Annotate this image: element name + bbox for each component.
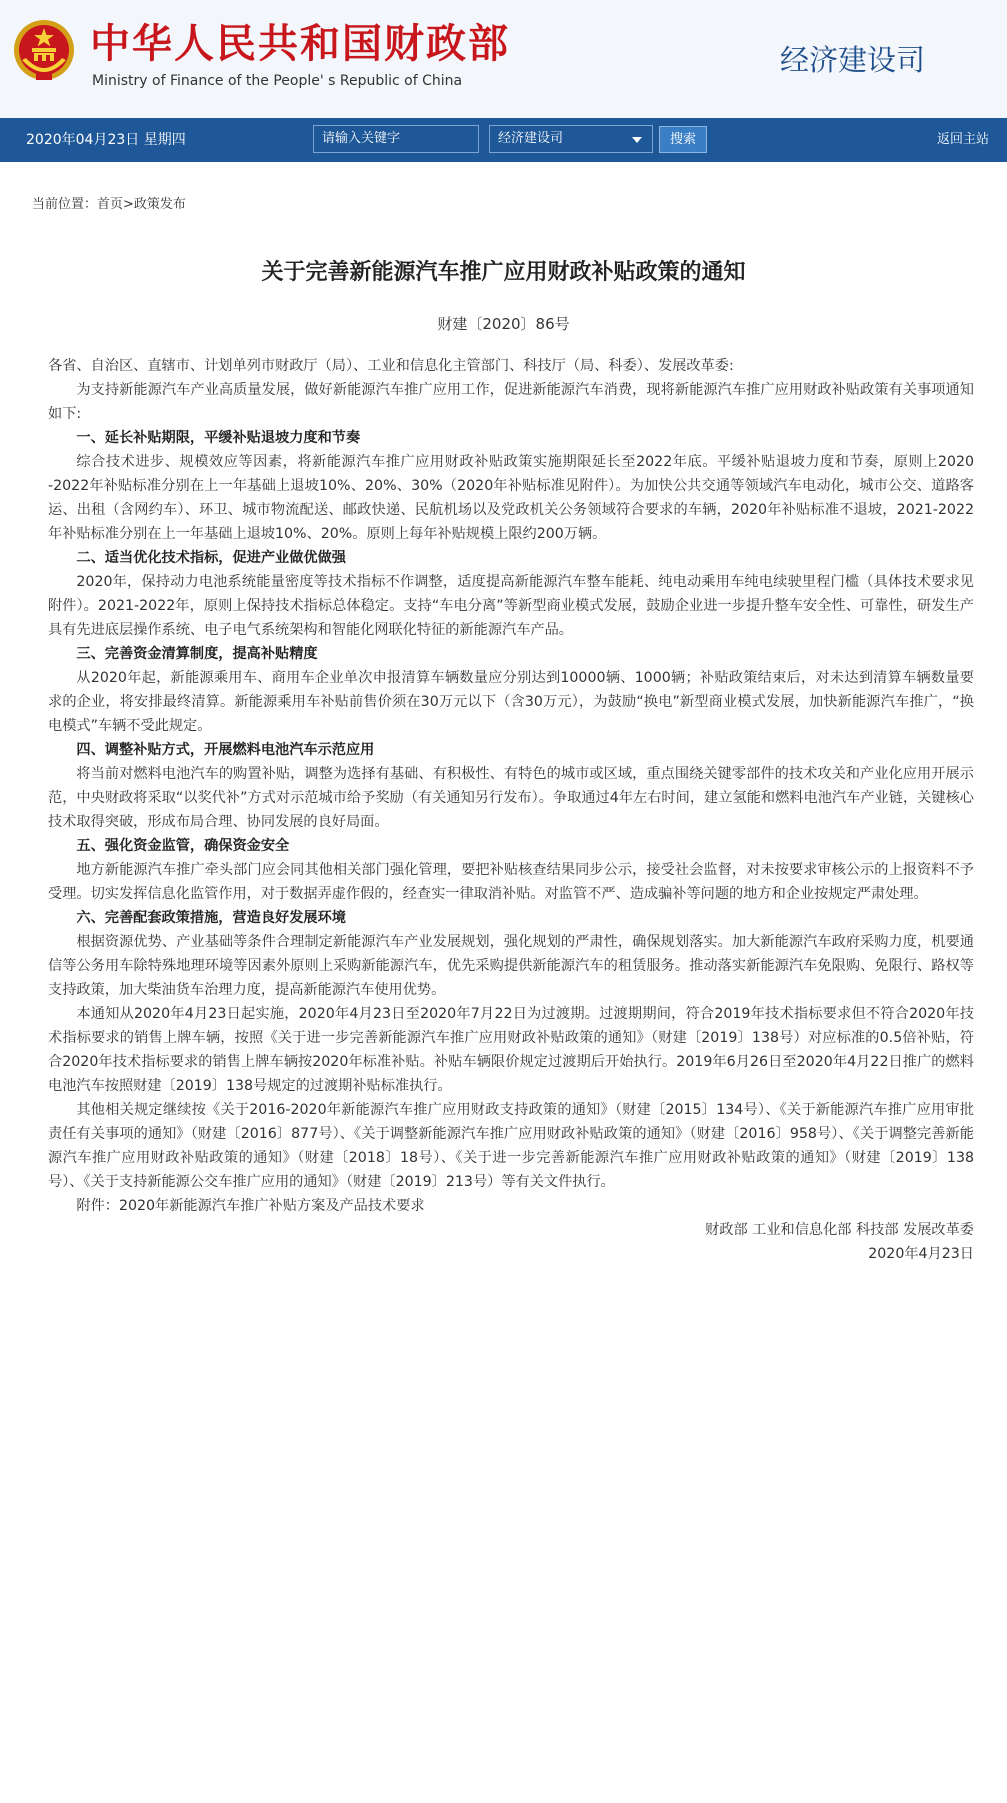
section-body: 综合技术进步、规模效应等因素，将新能源汽车推广应用财政补贴政策实施期限延长至2022年底。平缓补贴退坡力度和节奏，原则上2020 -2022年补贴标准分别在上一年基础上退坡10%、20%、30%（2020年补贴标准见附件）。为加快公共交通等领域汽车电动化，城市公交、道路客运、出租（含网约车）、环卫、城市物流配送、邮政快递、民航机场以及党政机关公务领域符合要求的车辆，2020年补贴标准不退坡，2021-2022年补贴标准分别在上一年基础上退坡10%、20%。原则上每年补贴规模上限约200万辆。	[48, 454, 974, 542]
department-name: 经济建设司	[780, 43, 926, 77]
breadcrumb: 当前位置：首页>政策发布	[32, 197, 186, 212]
document-number: 财建〔2020〕86号	[437, 315, 570, 333]
section-heading: 五、强化资金监管，确保资金安全	[76, 838, 290, 854]
search-button[interactable]: 搜索	[659, 126, 707, 153]
section-heading: 二、适当优化技术指标，促进产业做优做强	[76, 550, 346, 566]
section-body: 将当前对燃料电池汽车的购置补贴，调整为选择有基础、有积极性、有特色的城市或区域，重点围绕关键零部件的技术攻关和产业化应用开展示范，中央财政将采取“以奖代补”方式对示范城市给予奖励（有关通知另行发布）。争取通过4年左右时间，建立氢能和燃料电池汽车产业链，关键核心技术取得突破，形成布局合理、协同发展的良好局面。	[48, 766, 974, 830]
department-select[interactable]	[489, 125, 653, 153]
issue-date: 2020年4月23日	[868, 1246, 974, 1262]
site-title-english: Ministry of Finance of the People' s Republic of China	[92, 73, 463, 89]
chevron-down-icon	[632, 137, 642, 143]
section-body: 2020年，保持动力电池系统能量密度等技术指标不作调整，适度提高新能源汽车整车能耗、纯电动乘用车纯电续驶里程门槛（具体技术要求见附件）。2021-2022年，原则上保持技术指标总体稳定。支持“车电分离”等新型商业模式发展，鼓励企业进一步提升整车安全性、可靠性，研发生产具有先进底层操作系统、电子电气系统架构和智能化网联化特征的新能源汽车产品。	[48, 574, 974, 638]
site-title: 中华人民共和国财政部	[90, 21, 510, 67]
site-header	[0, 0, 1007, 118]
attachment-note: 附件：2020年新能源汽车推广补贴方案及产品技术要求	[76, 1198, 425, 1214]
section-heading: 四、调整补贴方式，开展燃料电池汽车示范应用	[76, 742, 375, 758]
transition-paragraph: 本通知从2020年4月23日起实施，2020年4月23日至2020年7月22日为过渡期。过渡期期间，符合2019年技术指标要求但不符合2020年技术指标要求的销售上牌车辆，按照《关于进一步完善新能源汽车推广应用财政补贴政策的通知》（财建〔2019〕138号）对应标准的0.5倍补贴，符合2020年技术指标要求的销售上牌车辆按2020年标准补贴。补贴车辆限价规定过渡期后开始执行。2019年6月26日至2020年4月22日推广的燃料电池汽车按照财建〔2019〕138号规定的过渡期补贴标准执行。	[48, 1006, 974, 1094]
page-title: 关于完善新能源汽车推广应用财政补贴政策的通知	[261, 260, 746, 285]
intro-paragraph: 为支持新能源汽车产业高质量发展，做好新能源汽车推广应用工作，促进新能源汽车消费，现将新能源汽车推广应用财政补贴政策有关事项通知如下:	[48, 382, 974, 422]
section-heading: 六、完善配套政策措施，营造良好发展环境	[76, 910, 346, 926]
national-emblem-icon	[12, 18, 76, 84]
other-rules-paragraph: 其他相关规定继续按《关于2016-2020年新能源汽车推广应用财政支持政策的通知》（财建〔2015〕134号）、《关于新能源汽车推广应用审批责任有关事项的通知》（财建〔2016〕877号）、《关于调整新能源汽车推广应用财政补贴政策的通知》（财建〔2016〕958号）、《关于调整完善新能源汽车推广应用财政补贴政策的通知》（财建〔2018〕18号）、《关于进一步完善新能源汽车推广应用财政补贴政策的通知》（财建〔2019〕138号）、《关于支持新能源公交车推广应用的通知》（财建〔2019〕213号）等有关文件执行。	[48, 1102, 974, 1190]
nav-bar	[0, 118, 1007, 162]
section-heading: 三、完善资金清算制度，提高补贴精度	[76, 646, 318, 662]
section-body: 地方新能源汽车推广牵头部门应会同其他相关部门强化管理，要把补贴核查结果同步公示，接受社会监督，对未按要求审核公示的上报资料不予受理。切实发挥信息化监管作用，对于数据弄虚作假的，经查实一律取消补贴。对监管不严、造成骗补等问题的地方和企业按规定严肃处理。	[48, 862, 974, 902]
section-heading: 一、延长补贴期限，平缓补贴退坡力度和节奏	[76, 430, 361, 446]
section-body: 根据资源优势、产业基础等条件合理制定新能源汽车产业发展规划，强化规划的严肃性，确保规划落实。加大新能源汽车政府采购力度，机要通信等公务用车除特殊地理环境等因素外原则上采购新能源汽车，优先采购提供新能源汽车的租赁服务。推动落实新能源汽车免限购、免限行、路权等支持政策，加大柴油货车治理力度，提高新能源汽车使用优势。	[48, 934, 974, 998]
back-home-link[interactable]: 返回主站	[936, 132, 989, 147]
section-body: 从2020年起，新能源乘用车、商用车企业单次申报清算车辆数量应分别达到10000辆、1000辆；补贴政策结束后，对未达到清算车辆数量要求的企业，将安排最终清算。新能源乘用车补贴前售价须在30万元以下（含30万元），为鼓励“换电”新型商业模式发展，加快新能源汽车推广，“换电模式”车辆不受此规定。	[48, 670, 974, 734]
search-input[interactable]: 请输入关键字	[313, 125, 479, 153]
document-body	[48, 354, 974, 1266]
signing-departments: 财政部 工业和信息化部 科技部 发展改革委	[705, 1222, 974, 1238]
department-select-value: 经济建设司	[498, 131, 564, 146]
addressee: 各省、自治区、直辖市、计划单列市财政厅（局）、工业和信息化主管部门、科技厅（局、科委）、发展改革委:	[48, 358, 734, 374]
current-date: 2020年04月23日 星期四	[26, 132, 186, 148]
